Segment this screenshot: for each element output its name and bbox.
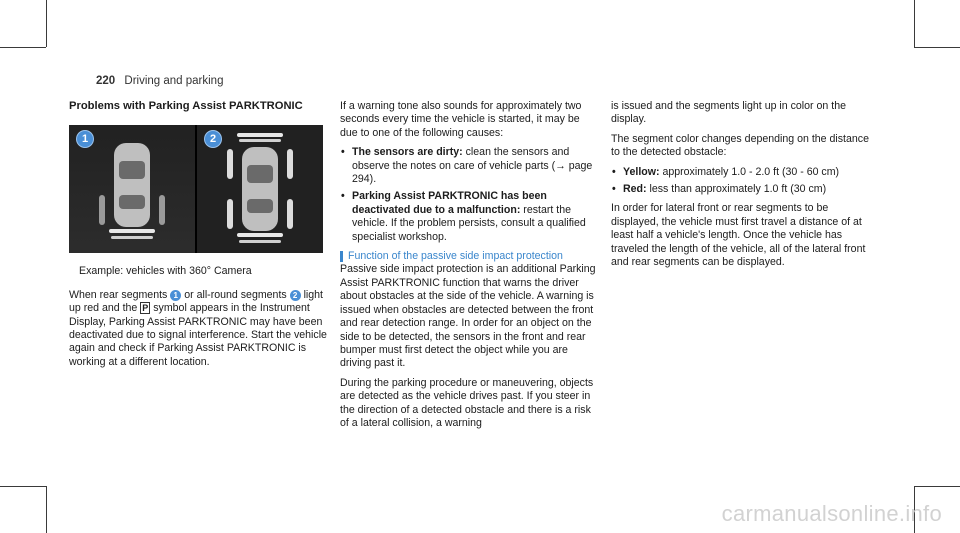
figure-badge-1: 1 (77, 131, 93, 147)
crop-mark (914, 0, 915, 47)
text-run: clean the sensors and observe the notes on care of vehicle parts ( (352, 146, 570, 172)
page-number: 220 (96, 75, 116, 87)
crop-mark (46, 486, 47, 533)
crop-mark (914, 47, 960, 48)
figure-badge-2: 2 (205, 131, 221, 147)
text-run: light up red and the (69, 288, 324, 315)
text-run: or all-round segments (181, 288, 290, 301)
parktronic-symbol-icon: P (142, 303, 149, 314)
list-item (340, 146, 598, 186)
figure-panel-rear (69, 125, 195, 253)
body-paragraph: In order for lateral front or rear segments to be displayed, the vehicle must first travel a distance of at least half a vehicle's length. Once the vehicle has traveled the length of the vehicle, all of the lateral front and rear segments can be displayed. (611, 202, 866, 269)
column-1 (69, 100, 327, 375)
list-item (340, 190, 598, 244)
text-run: When rear segments (69, 288, 171, 301)
inline-badge-2: 2 (290, 290, 301, 301)
list-item (611, 183, 869, 196)
arrow-icon: → (555, 159, 566, 172)
bold-label: Parking Assist PARKTRONIC has been deactivated due to a malfunction: (352, 190, 547, 216)
bold-label: The sensors are dirty: (352, 146, 463, 159)
section-heading: Problems with Parking Assist PARKTRONIC (69, 100, 303, 112)
text-run: less than approximately 1.0 ft (30 cm) (646, 183, 827, 196)
distance-list (611, 166, 869, 197)
text-run: approximately 1.0 - 2.0 ft (30 - 60 cm) (659, 165, 840, 178)
list-item (611, 166, 869, 179)
column-2 (340, 100, 598, 436)
body-paragraph: During the parking procedure or maneuvering, objects are detected as the vehicle drives past. If you steer in the direction of a detected obstacle and there is a risk of a lateral collision, a warning (340, 376, 594, 429)
parking-figure (69, 125, 323, 253)
figure-panel-allround (197, 125, 323, 253)
crop-mark (0, 47, 46, 48)
body-paragraph: The segment color changes depending on the distance to the detected obstacle: (611, 132, 869, 159)
body-paragraph: Passive side impact protection is an additional Parking Assist PARKTRONIC function that warns the driver about obstacles at the side of the vehicle. A warning is issued when obstacles are detected between the front and rear detection range. In order for an object on the side to be detected, the sensors in the front and rear bumper must first detect the object while you are driving past it. (340, 263, 596, 370)
bold-label: Red: (623, 183, 647, 196)
text-run: restart the vehicle. If the problem persists, consult a qualified specialist workshop. (352, 203, 586, 243)
bold-label: Yellow: (623, 165, 660, 178)
page-header (96, 75, 223, 87)
cause-list (340, 146, 598, 244)
subsection-heading: Function of the passive side impact protection (340, 250, 598, 263)
page-link[interactable]: page 294). (352, 159, 593, 186)
text-run: symbol appears in the Instrument Display, Parking Assist PARKTRONIC may have been deactivated due to signal interference. Start the vehicle again and check if Parking Assist PARKTRONIC is working at a different location. (69, 302, 327, 368)
inline-badge-1: 1 (170, 290, 181, 301)
crop-mark (0, 486, 46, 487)
watermark: carmanualsonline.info (721, 501, 942, 526)
crop-mark (914, 486, 960, 487)
crop-mark (46, 0, 47, 47)
column-3 (611, 100, 869, 275)
body-paragraph (69, 289, 327, 369)
body-paragraph: If a warning tone also sounds for approximately two seconds every time the vehicle is started, it may be due to one of the following causes: (340, 100, 582, 139)
body-paragraph: is issued and the segments light up in color on the display. (611, 100, 846, 126)
figure-caption: Example: vehicles with 360° Camera (79, 265, 252, 278)
section-title: Driving and parking (124, 75, 224, 87)
